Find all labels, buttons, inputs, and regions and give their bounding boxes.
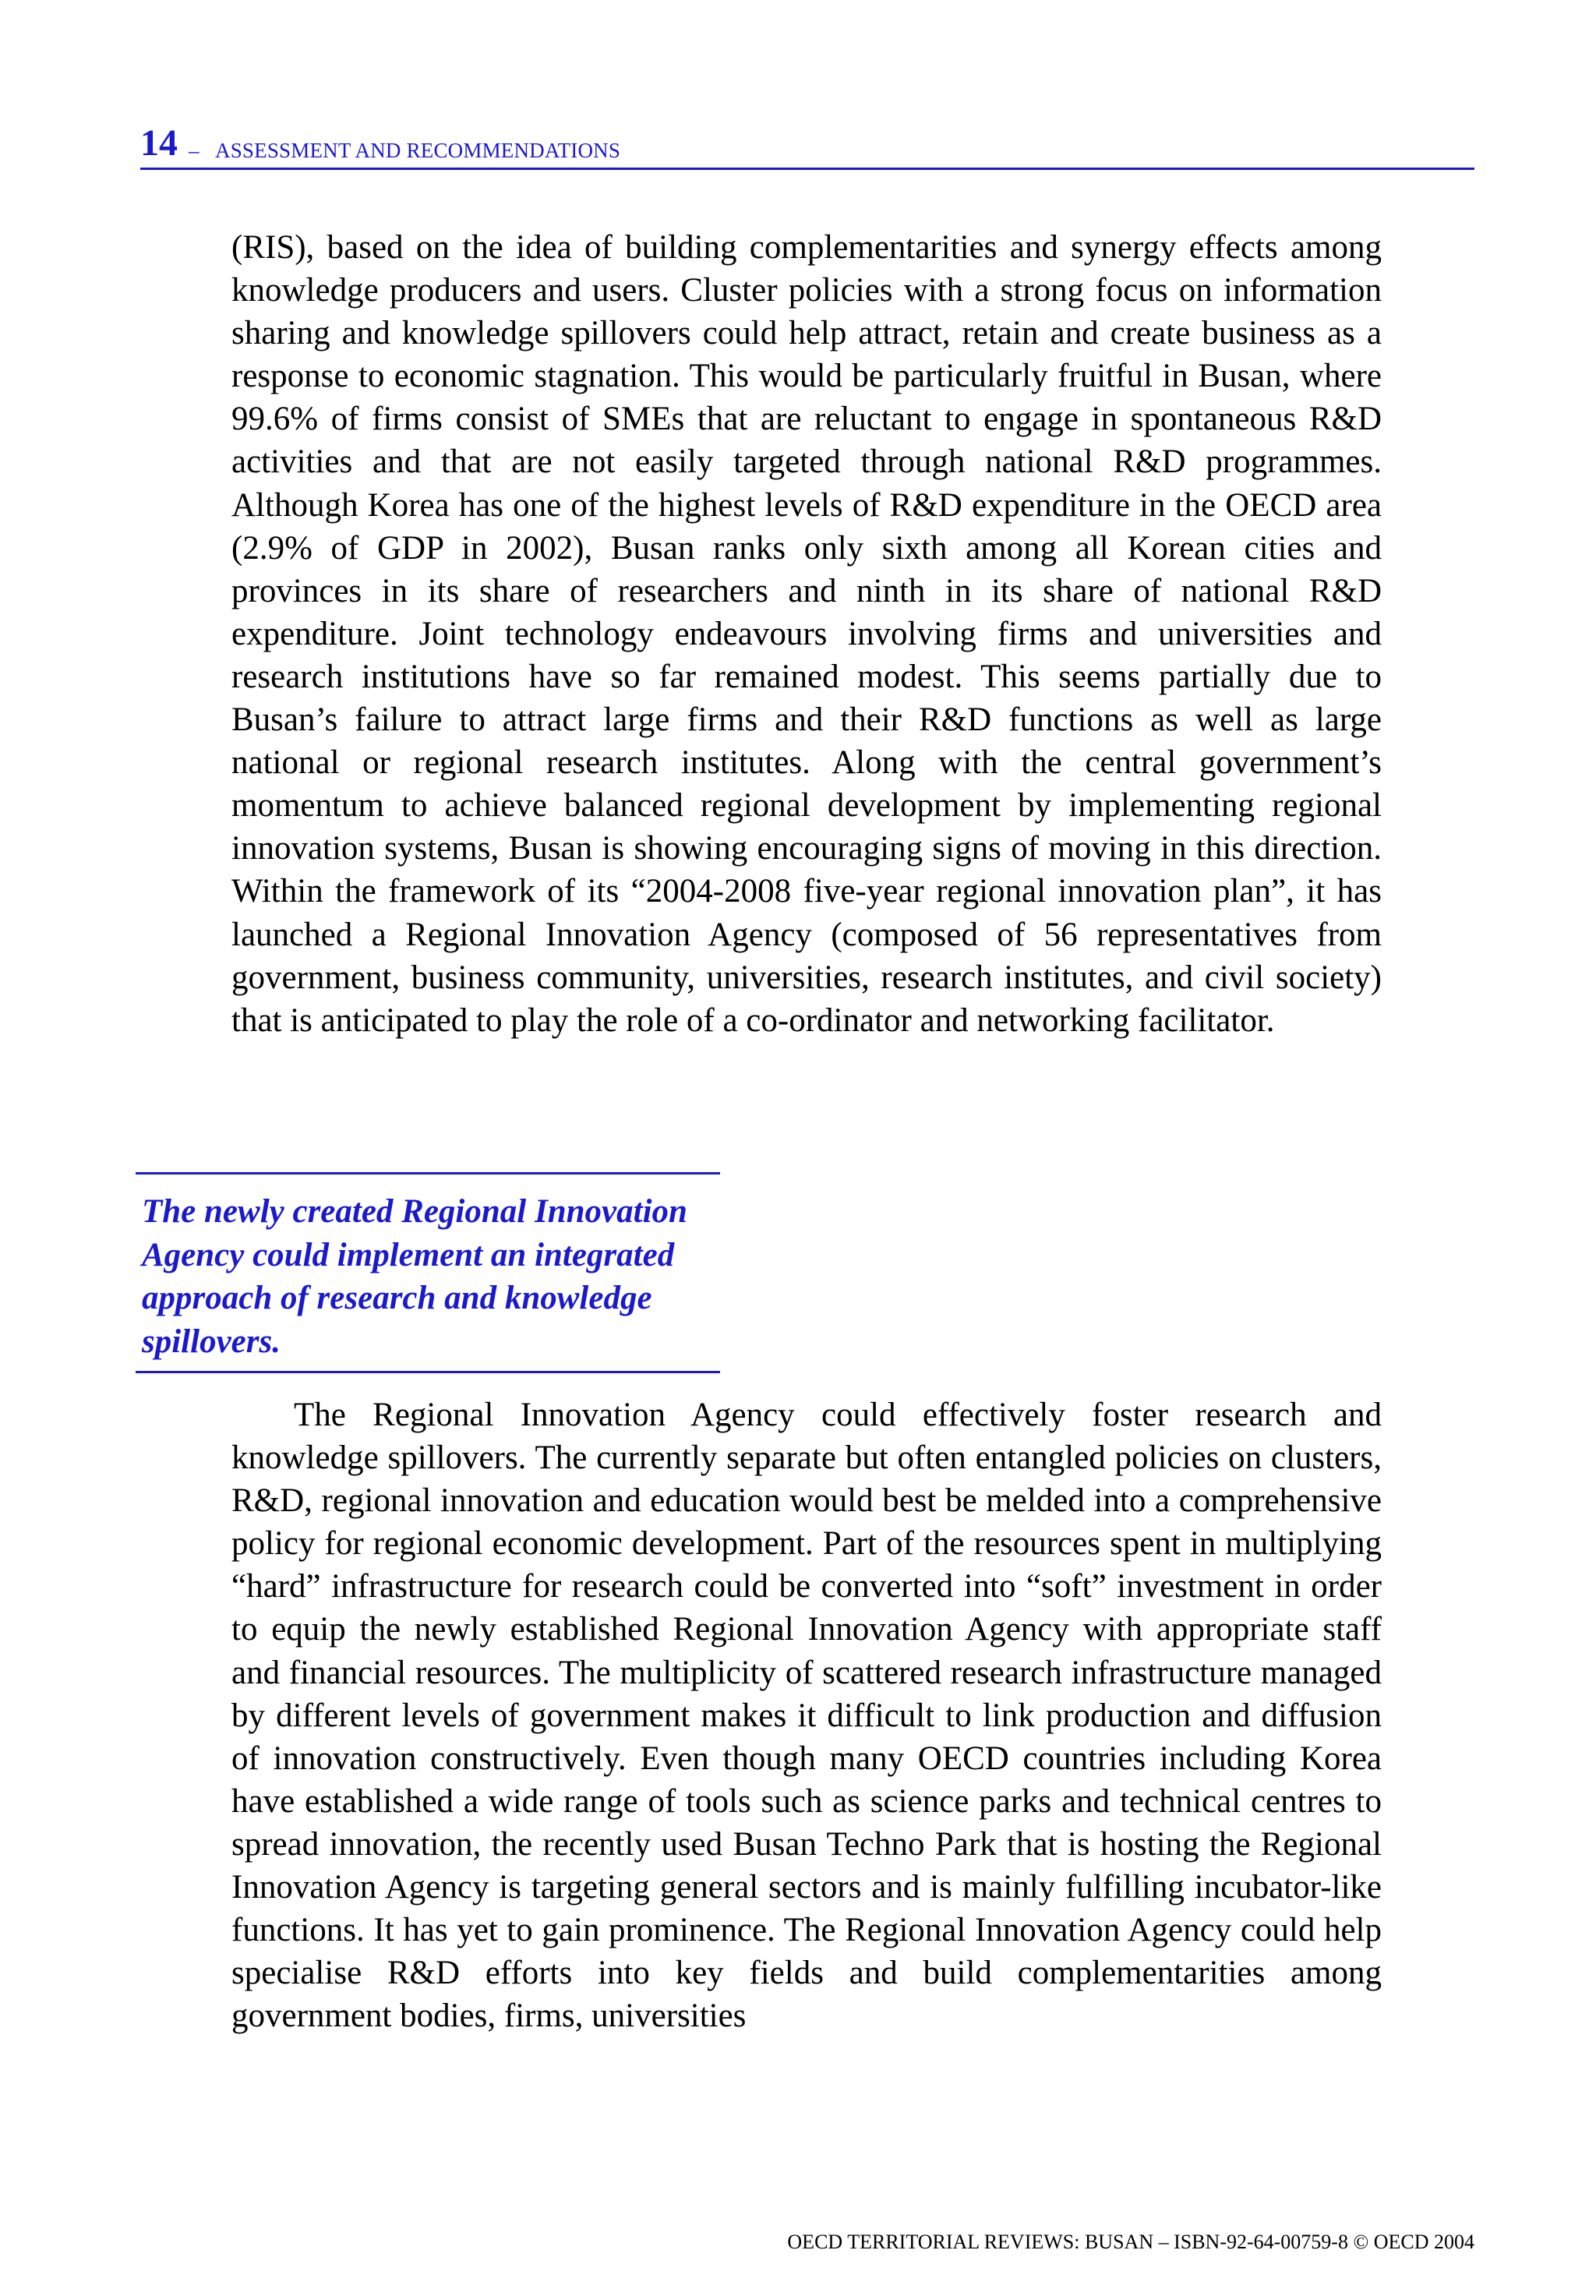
header-separator: –: [189, 139, 200, 162]
page-header: [140, 115, 1474, 170]
margin-note: [136, 1172, 720, 1373]
body-paragraph-2: The Regional Innovation Agency could effectively foster research and knowledge spillovers. The currently separate but often entangled policies on clusters, R&D, regional innovation and education would best be melded into a comprehensive policy for regional economic development. Part of the resources spent in multiplying “hard” infrastructure for research could be converted into “soft” investment in order to equip the newly established Regional Innovation Agency with appropriate staff and financial resources. The multiplicity of scattered research infrastructure managed by different levels of government makes it difficult to link production and diffusion of innovation constructively. Even though many OECD countries including Korea have established a wide range of tools such as science parks and technical centres to spread innovation, the recently used Busan Techno Park that is hosting the Regional Innovation Agency is targeting general sectors and is mainly fulfilling incubator-like functions. It has yet to gain prominence. The Regional Innovation Agency could help specialise R&D efforts into key fields and build complementarities among government bodies, firms, universities: [231, 1397, 1382, 2035]
margin-note-text: The newly created Regional Innovation Agency could implement an integrated approach of research and knowledge spillovers.: [142, 1193, 687, 1360]
body-paragraph-1: (RIS), based on the idea of building complementarities and synergy effects among knowledge producers and users. Cluster policies with a strong focus on information sharing and knowledge spillovers could help attract, retain and create business as a response to economic stagnation. This would be particularly fruitful in Busan, where 99.6% of firms consist of SMEs that are reluctant to engage in spontaneous R&D activities and that are not easily targeted through national R&D programmes. Although Korea has one of the highest levels of R&D expenditure in the OECD area (2.9% of GDP in 2002), Busan ranks only sixth among all Korean cities and provinces in its share of researchers and ninth in its share of national R&D expenditure. Joint technology endeavours involving firms and universities and research institutions have so far remained modest. This seems partially due to Busan’s failure to attract large firms and their R&D functions as well as large national or regional research institutes. Along with the central government’s momentum to achieve balanced regional development by implementing regional innovation systems, Busan is showing encouraging signs of moving in this direction. Within the framework of its “2004-2008 five-year regional innovation plan”, it has launched a Regional Innovation Agency (composed of 56 representatives from government, business community, universities, research institutes, and civil society) that is anticipated to play the role of a co-ordinator and networking facilitator.: [231, 229, 1382, 1039]
page-number: 14: [140, 122, 178, 164]
page-footer: OECD TERRITORIAL REVIEWS: BUSAN – ISBN-92-64-00759-8 © OECD 2004: [787, 2231, 1474, 2253]
section-title: ASSESSMENT AND RECOMMENDATIONS: [215, 139, 621, 162]
